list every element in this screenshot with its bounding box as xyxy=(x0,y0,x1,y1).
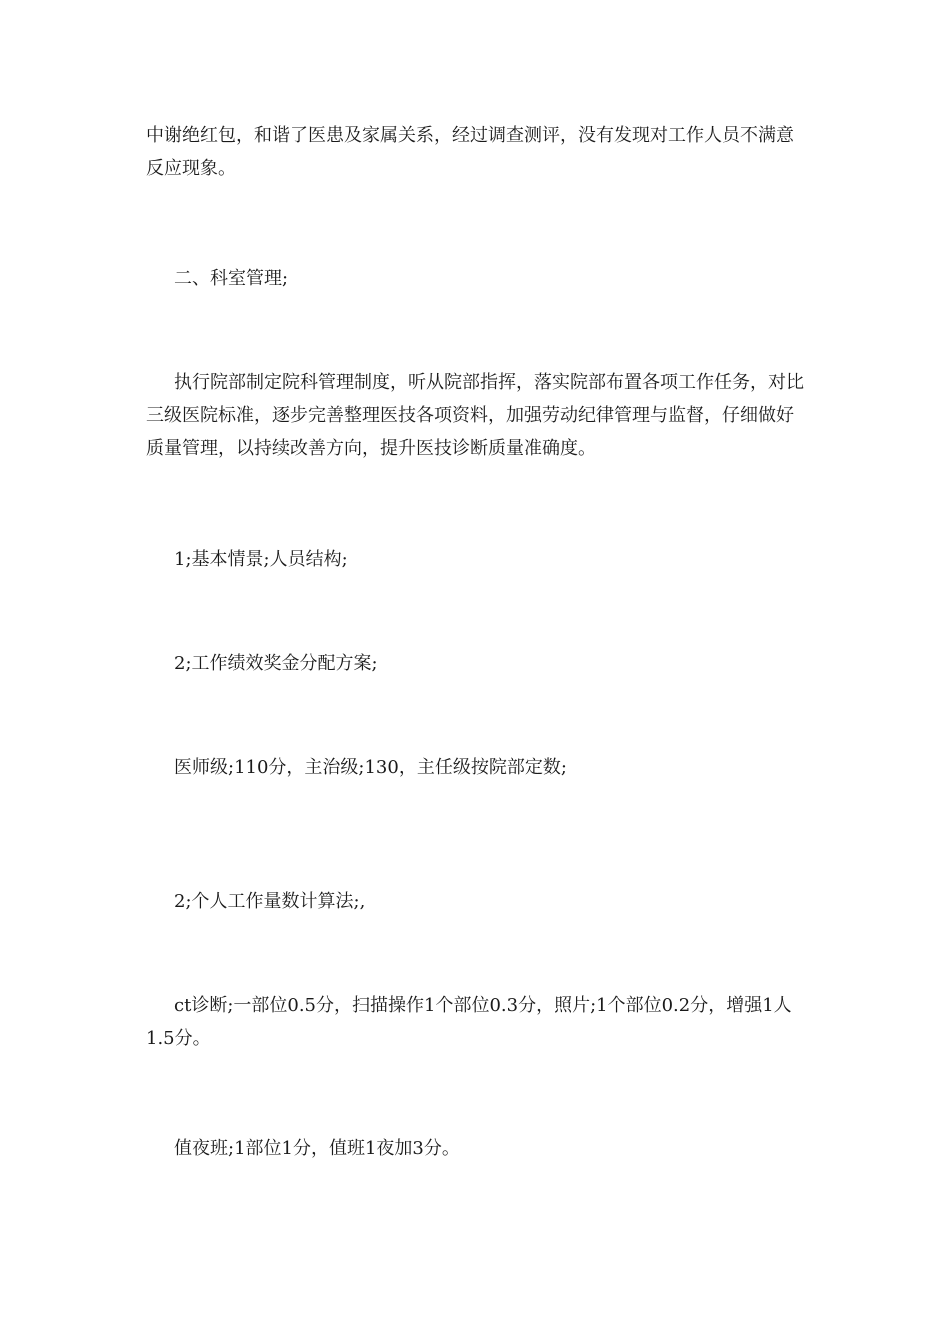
item-workload-calculation: 2;个人工作量数计算法;, xyxy=(174,891,366,912)
item-ct-scoring: ct诊断;一部位0.5分，扫描操作1个部位0.3分，照片;1个部位0.2分，增强1人1.5分。 xyxy=(146,995,792,1049)
section-heading-department-management: 二、科室管理; xyxy=(174,268,289,289)
paragraph-continuation: 中谢绝红包，和谐了医患及家属关系，经过调查测评，没有发现对工作人员不满意反应现象。 xyxy=(146,125,794,179)
paragraph-management-policy: 执行院部制定院科管理制度，听从院部指挥，落实院部布置各项工作任务，对比三级医院标准，逐步完善整理医技各项资料，加强劳动纪律管理与监督，仔细做好质量管理，以持续改善方向，提升医技诊断质量准确度。 xyxy=(146,372,804,459)
item-grade-scores: 医师级;110分，主治级;130，主任级按院部定数; xyxy=(174,757,567,778)
item-basic-situation: 1;基本情景;人员结构; xyxy=(174,549,348,570)
item-bonus-plan: 2;工作绩效奖金分配方案; xyxy=(174,653,378,674)
item-night-shift: 值夜班;1部位1分，值班1夜加3分。 xyxy=(174,1138,460,1159)
